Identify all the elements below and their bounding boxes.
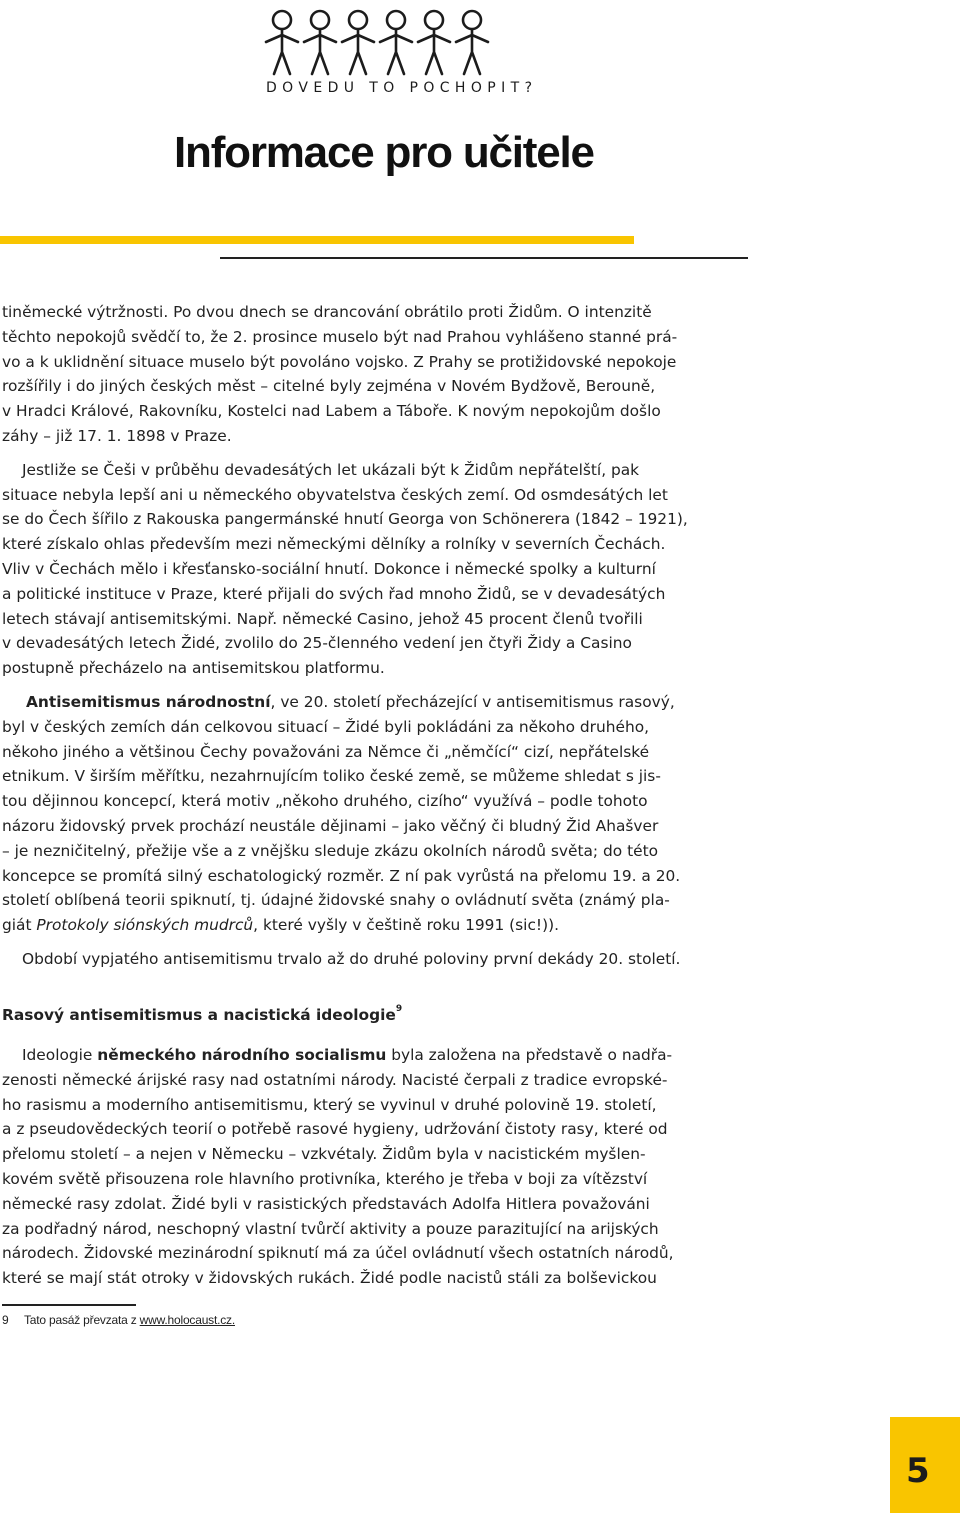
text-fragment: Ideologie: [22, 1046, 98, 1064]
text-fragment: giát: [2, 916, 37, 935]
text-line: Období vypjatého antisemitismu trvalo až do druhé poloviny první dekády 20. století.: [22, 949, 681, 968]
section-heading: [2, 1006, 402, 1024]
text-line: ho rasismu a moderního antisemitismu, který se vyvinul v druhé polovině 19. století,: [2, 1095, 657, 1114]
text-line: které získalo ohlas především mezi německými dělníky a rolníky v severních Čechách.: [2, 535, 666, 554]
text-line: etnikum. V širším měřítku, nezahrnujícím toliko české země, se můžeme shledat s jis-: [2, 767, 661, 786]
footnote-link[interactable]: www.holocaust.cz.: [139, 1313, 235, 1327]
text-line: německé rasy zdolat. Židé byli v rasistických představách Adolfa Hitlera považováni: [2, 1194, 650, 1213]
italic-title: Protokoly siónských mudrců: [36, 916, 254, 935]
paragraph-2: [2, 458, 748, 681]
text-fragment: , ve 20. století přecházející v antisemitismus rasový,: [270, 692, 675, 711]
logo-text: DOVEDU TO POCHOPIT?: [266, 80, 538, 96]
logo: [262, 8, 538, 98]
footnote-number: 9: [2, 1313, 9, 1327]
body-text-section-2: [2, 1043, 748, 1291]
text-line: těchto nepokojů svědčí to, že 2. prosince muselo být nad Prahou vyhlášeno stanné prá-: [2, 327, 678, 346]
text-line: – je nezničitelný, přežije vše a z vnějšku sleduje zkázu okolních národů světa; do této: [2, 841, 659, 860]
holding-hands-figures-icon: [262, 8, 494, 82]
paragraph-1: [2, 300, 748, 449]
footnote: [2, 1313, 235, 1327]
text-line: v Hradci Králové, Rakovníku, Kostelci nad Labem a Táboře. K novým nepokojům došlo: [2, 402, 661, 421]
text-line: a z pseudovědeckých teorií o potřebě rasové hygieny, udržování čistoty rasy, které od: [2, 1120, 668, 1139]
text-line: které se mají stát otroky v židovských rukách. Židé podle nacistů stáli za bolševickou: [2, 1269, 657, 1288]
text-line: zenosti německé árijské rasy nad ostatními národy. Nacisté čerpali z tradice evropské-: [2, 1070, 668, 1089]
page-number: 5: [906, 1451, 930, 1491]
text-line: situace nebyla lepší ani u německého obyvatelstva českých zemí. Od osmdesátých let: [2, 485, 668, 504]
text-line: postupně přecházelo na antisemitskou platformu.: [2, 659, 385, 678]
page-number-tab: [890, 1417, 960, 1513]
text-line: a politické instituce v Praze, které přijali do svých řad mnoho Židů, se v devadesátých: [2, 584, 666, 603]
text-line: záhy – již 17. 1. 1898 v Praze.: [2, 426, 232, 445]
footnote-rule: [2, 1304, 136, 1306]
text-line: tiněmecké výtržnosti. Po dvou dnech se drancování obrátilo proti Židům. O intenzitě: [2, 303, 652, 321]
text-line: v devadesátých letech Židé, zvolilo do 25-členného vedení jen čtyři Židy a Casino: [2, 634, 632, 653]
footnote-text: Tato pasáž převzata z: [24, 1313, 140, 1327]
paragraph-4: [2, 947, 748, 972]
text-line: koncepce se promítá silný eschatologický rozměr. Z ní pak vyrůstá na přelomu 19. a 20.: [2, 866, 681, 885]
text-line: byl v českých zemích dán celkovou situací – Židé byli pokládáni za někoho druhého,: [2, 717, 650, 736]
section-heading-text: Rasový antisemitismus a nacistická ideologie: [2, 1006, 396, 1024]
text-line: tou dějinnou koncepcí, která motiv „někoho druhého, cizího“ využívá – podle tohoto: [2, 792, 648, 811]
text-line: názoru židovský prvek prochází neustále dějinami – jako věčný či bludný Žid Ahašver: [2, 816, 659, 835]
text-line: Vliv v Čechách mělo i křesťansko-sociální hnutí. Dokonce i německé spolky a kulturní: [2, 559, 656, 578]
header-rule: [220, 257, 748, 259]
text-line: rozšířily i do jiných českých měst – citelné byly zejména v Novém Bydžově, Berouně,: [2, 377, 656, 396]
page-title: Informace pro učitele: [174, 128, 594, 177]
text-line: někoho jiného a většinou Čechy považováni za Němce či „němčící“ cizí, nepřátelské: [2, 742, 650, 761]
text-line: Jestliže se Češi v průběhu devadesátých let ukázali být k Židům nepřátelští, pak: [22, 460, 640, 479]
accent-bar: [0, 236, 634, 244]
paragraph-5: [2, 1043, 748, 1291]
text-line: národech. Židovské mezinárodní spiknutí má za účel ovládnutí všech ostatních národů,: [2, 1244, 674, 1263]
bold-term: německého národního socialismu: [97, 1046, 387, 1064]
paragraph-3: [2, 690, 748, 938]
text-fragment: , které vyšly v češtině roku 1991 (sic!)).: [253, 916, 559, 935]
text-line: kovém světě přisouzena role hlavního protivníka, kterého je třeba v boji za vítězství: [2, 1169, 648, 1188]
body-text: [2, 300, 748, 972]
text-line: století oblíbená teorii spiknutí, tj. údajné židovské snahy o ovládnutí světa (známý pla-: [2, 891, 670, 910]
text-line: přelomu století – a nejen v Německu – vzkvétaly. Židům byla v nacistickém myšlen-: [2, 1145, 646, 1164]
text-line: vo a k uklidnění situace muselo být povoláno vojsko. Z Prahy se protižidovské nepokoje: [2, 352, 677, 371]
footnote-mark[interactable]: 9: [395, 1004, 403, 1014]
text-line: letech stávají antisemitskými. Např. německé Casino, jehož 45 procent členů tvořili: [2, 609, 643, 628]
bold-term: Antisemitismus národnostní: [26, 692, 271, 711]
text-fragment: byla založena na představě o nadřa-: [386, 1046, 673, 1064]
text-line: za podřadný národ, neschopný vlastní tvůrčí aktivity a pouze parazitující na arijských: [2, 1219, 659, 1238]
text-line: se do Čech šířilo z Rakouska pangermánské hnutí Georga von Schönerera (1842 – 1921),: [2, 510, 688, 529]
